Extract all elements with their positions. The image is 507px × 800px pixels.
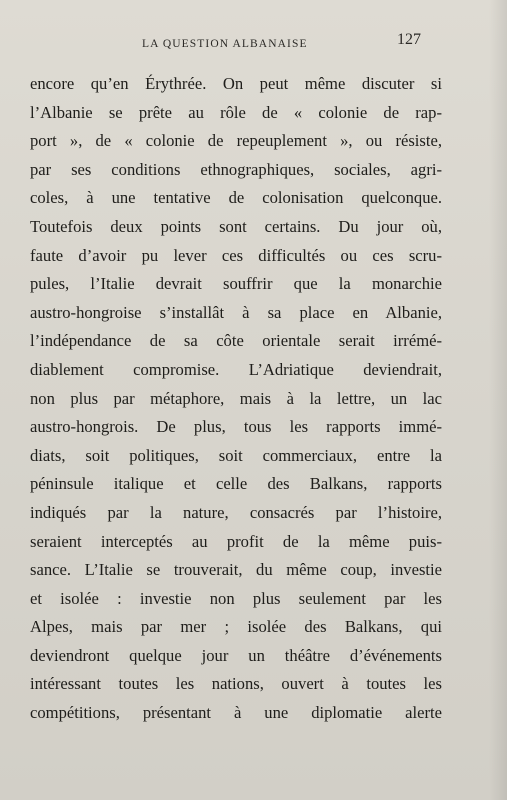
text-line: Alpes, mais par mer ; isolée des Balkans, qui bbox=[30, 617, 442, 637]
text-line: encore qu’en Érythrée. On peut même discuter si bbox=[30, 74, 442, 93]
page-edge-shadow bbox=[489, 0, 507, 800]
text-line: et isolée : investie non plus seulement par les bbox=[30, 588, 442, 608]
running-title: LA QUESTION ALBANAISE bbox=[142, 38, 308, 50]
text-line: diablement compromise. L’Adriatique deviendrait, bbox=[30, 359, 442, 379]
text-line: sance. L’Italie se trouverait, du même coup, investie bbox=[30, 560, 442, 580]
text-line: seraient interceptés au profit de la même puis- bbox=[30, 531, 442, 551]
text-line: intéressant toutes les nations, ouvert à toutes les bbox=[30, 674, 442, 694]
text-line: compétitions, présentant à une diplomatie alerte bbox=[30, 703, 442, 723]
text-line: non plus par métaphore, mais à la lettre, un lac bbox=[30, 388, 442, 408]
text-line: deviendront quelque jour un théâtre d’événements bbox=[30, 645, 442, 665]
text-line: indiqués par la nature, consacrés par l’histoire, bbox=[30, 502, 442, 522]
text-line: faute d’avoir pu lever ces difficultés ou ces scru- bbox=[30, 245, 442, 265]
page-number: 127 bbox=[397, 31, 421, 48]
text-line: Toutefois deux points sont certains. Du jour où, bbox=[30, 216, 442, 236]
body-text bbox=[30, 70, 442, 728]
text-line: coles, à une tentative de colonisation quelconque. bbox=[30, 188, 442, 208]
text-line: port », de « colonie de repeuplement », ou résiste, bbox=[30, 131, 442, 151]
text-line: diats, soit politiques, soit commerciaux, entre la bbox=[30, 445, 442, 465]
text-line: l’indépendance de sa côte orientale serait irrémé- bbox=[30, 331, 442, 351]
text-line: par ses conditions ethnographiques, sociales, agri- bbox=[30, 159, 442, 179]
text-line: l’Albanie se prête au rôle de « colonie de rap- bbox=[30, 102, 442, 122]
text-line: pules, l’Italie devrait souffrir que la monarchie bbox=[30, 274, 442, 294]
text-line: péninsule italique et celle des Balkans, rapports bbox=[30, 474, 442, 494]
text-line: austro-hongroise s’installât à sa place en Albanie, bbox=[30, 302, 442, 322]
text-line: austro-hongrois. De plus, tous les rapports immé- bbox=[30, 417, 442, 437]
